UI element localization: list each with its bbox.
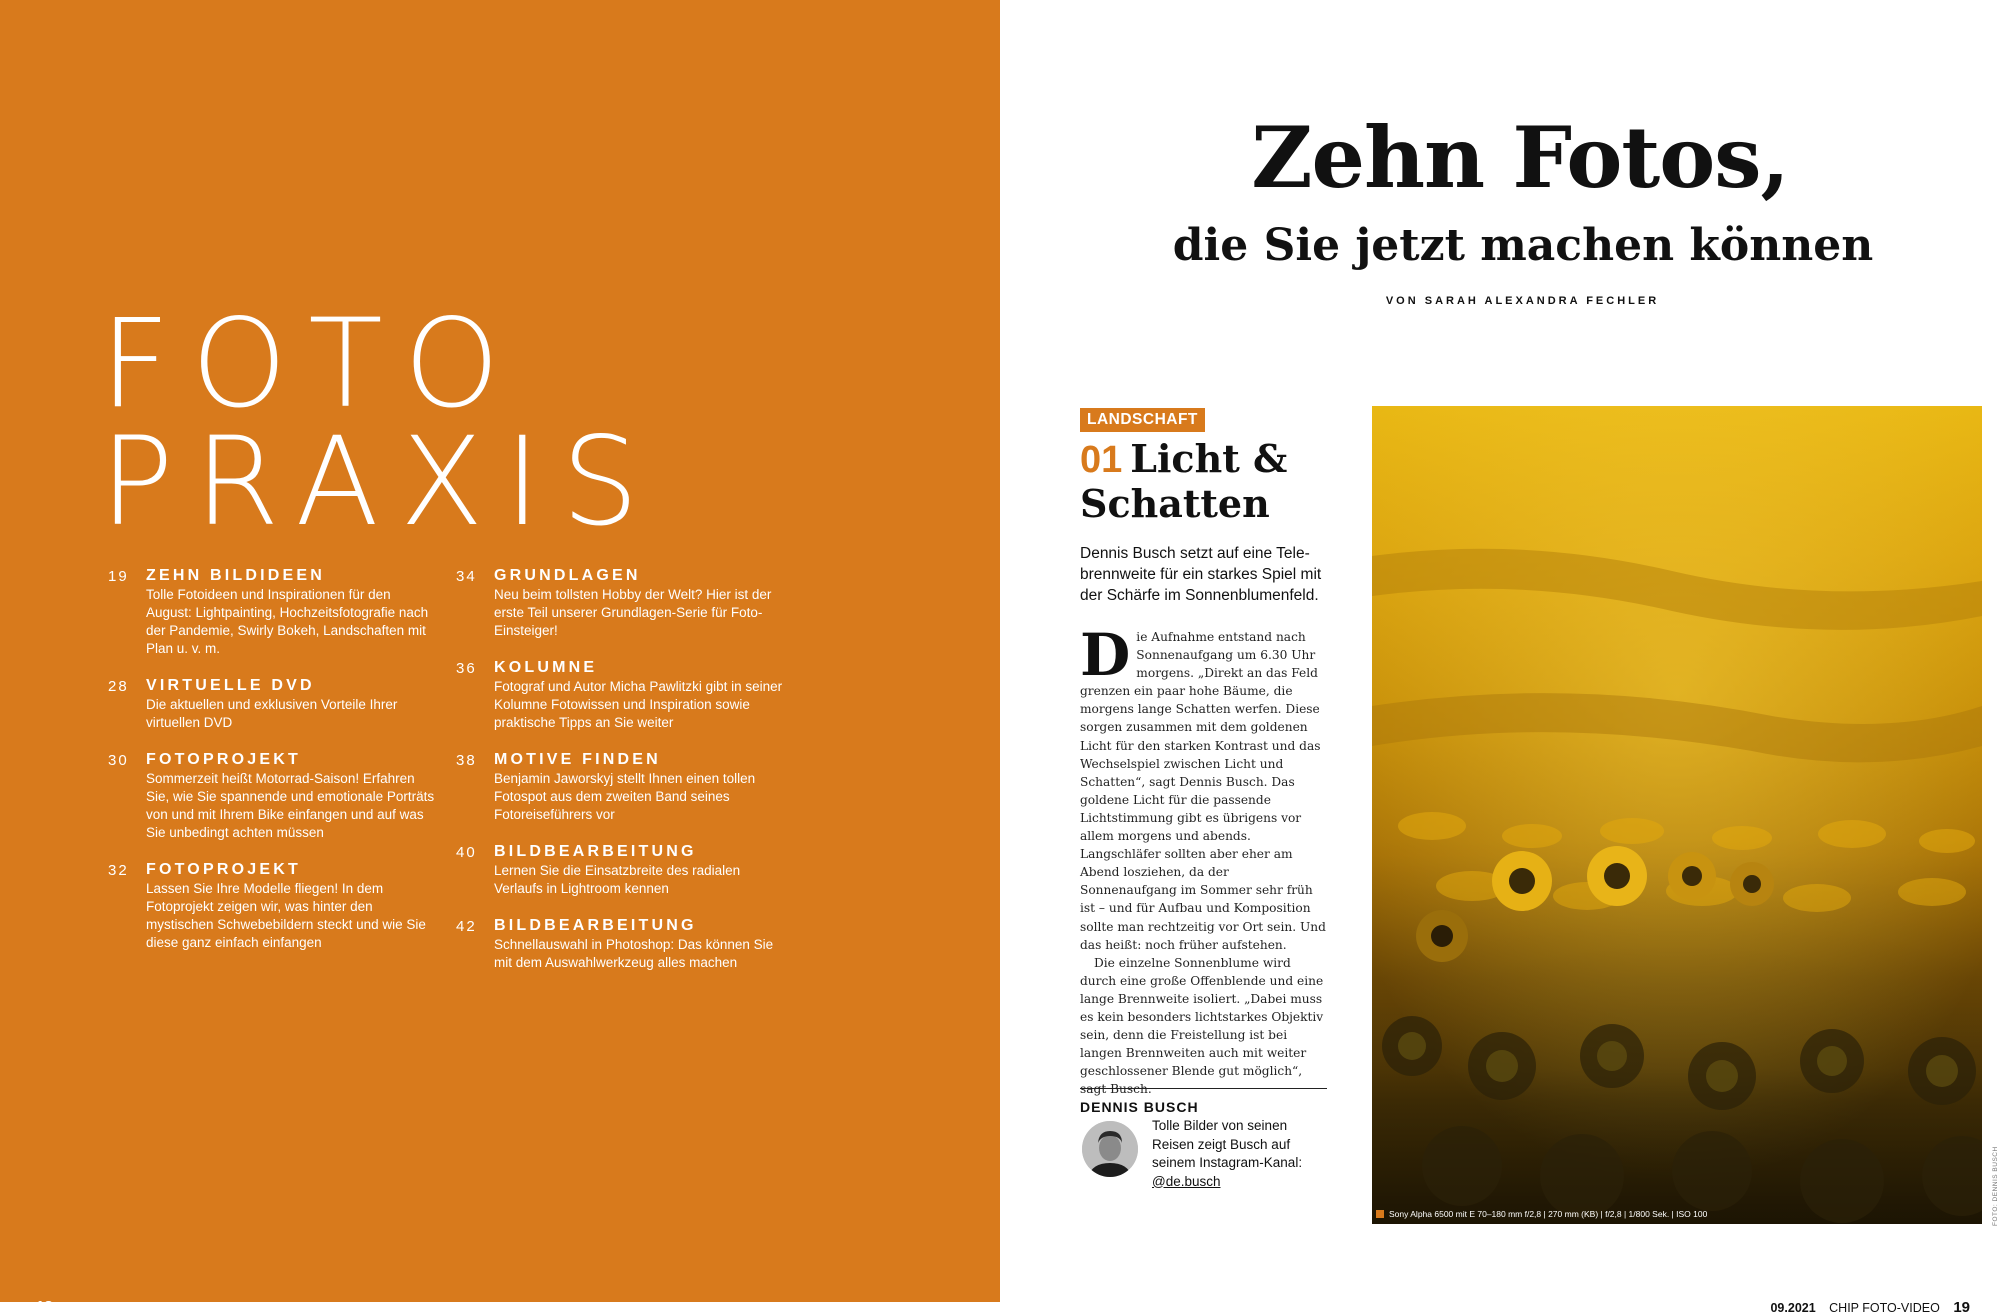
toc-heading: GRUNDLAGEN <box>494 567 641 584</box>
toc-entry[interactable] <box>456 658 786 732</box>
issue-date: 09.2021 <box>1770 1301 1816 1315</box>
article-subtitle: die Sie jetzt machen können <box>1172 220 1874 271</box>
toc-page-number: 42 <box>456 918 477 935</box>
author-bio-text: Tolle Bilder von seinen Reisen zeigt Busch auf seinem Instagram-Kanal: <box>1152 1118 1303 1170</box>
toc-column-right <box>456 566 786 990</box>
left-page <box>0 0 1000 1315</box>
author-divider <box>1080 1088 1327 1089</box>
camera-icon <box>1376 1210 1384 1218</box>
body-paragraph: Die einzelne Sonnenblume wird durch eine große Offenblende und eine lange Brennweite isoliert. „Dabei muss es kein besonders lichtstarkes Objektiv sein, denn die Freistellung ist bei langen Brennweiten auch mit weiter geschlossener Blende gut möglich“, sagt Busch. <box>1080 955 1324 1097</box>
toc-description: Benjamin Jaworskyj stellt Ihnen einen tollen Fotospot aus dem zweiten Band seines Fotoreiseführers vor <box>494 771 756 822</box>
section-title-line: PRAXIS <box>100 411 660 553</box>
page-number: 18 <box>36 1298 53 1315</box>
section-title-line: FOTO <box>100 293 521 435</box>
toc-description: Schnellauswahl in Photoshop: Das können Sie mit dem Auswahlwerkzeug alles machen <box>494 937 774 970</box>
toc-page-number: 32 <box>108 862 129 879</box>
toc-heading: ZEHN BILDIDEEN <box>146 567 326 584</box>
author-portrait-icon <box>1082 1121 1138 1177</box>
body-paragraph <box>1080 621 1326 954</box>
publication-name: CHIP FOTO-VIDEO <box>1829 1301 1940 1315</box>
toc-entry[interactable] <box>456 916 786 972</box>
photo-credit: FOTO: DENNIS BUSCH <box>1992 1146 1999 1226</box>
toc-heading: FOTOPROJEKT <box>146 861 301 878</box>
toc-description: Lassen Sie Ihre Modelle fliegen! In dem Fotoprojekt zeigen wir, was hinter den mystischen Schwebebildern steckt und wie Sie diese ganz einfach einfangen <box>146 881 426 950</box>
toc-page-number: 38 <box>456 752 477 769</box>
toc-heading: VIRTUELLE DVD <box>146 677 315 694</box>
page-number: 19 <box>1953 1299 1970 1316</box>
toc-heading: KOLUMNE <box>494 659 598 676</box>
toc-heading: FOTOPROJEKT <box>146 751 301 768</box>
toc-heading: MOTIVE FINDEN <box>494 751 661 768</box>
toc-page-number: 36 <box>456 660 477 677</box>
toc-entry[interactable] <box>108 750 438 842</box>
page-footer-left <box>36 1298 232 1315</box>
sunflower-photo-icon <box>1372 406 1982 1224</box>
toc-description: Die aktuellen und exklusiven Vorteile Ihrer virtuellen DVD <box>146 697 398 730</box>
body-paragraph-text: ie Aufnahme entstand nach Sonnenaufgang um 6.30 Uhr morgens. „Direkt an das Feld grenzen ein paar hohe Bäume, die morgens lange Schatten werfen. Diese sorgen zusammen mit dem goldenen Licht für den starken Kontrast und das Wechselspiel zwischen Licht und Schatten“, sagt Dennis Busch. Das goldene Licht für die passende Lichtstimmung gibt es übrigens vor allem morgens und abends. Langschläfer sollten aber eher am Abend losziehen, da der Sonnenaufgang im Sommer sehr früh ist – und für Aufbau und Komposition sollte man rechtzeitig vor Ort sein. Und das heißt: noch früher aufstehen. <box>1080 630 1326 952</box>
toc-page-number: 34 <box>456 568 477 585</box>
toc-page-number: 40 <box>456 844 477 861</box>
toc-description: Lernen Sie die Einsatzbreite des radialen Verlaufs in Lightroom kennen <box>494 863 741 896</box>
photo-exif-text: Sony Alpha 6500 mit E 70–180 mm f/2,8 | 270 mm (KB) | f/2,8 | 1/800 Sek. | ISO 100 <box>1389 1209 1708 1219</box>
article-main-title: Zehn Fotos, <box>1251 108 1789 207</box>
byline: VON SARAH ALEXANDRA FECHLER <box>1385 295 1660 307</box>
toc-page-number: 30 <box>108 752 129 769</box>
article-body <box>1080 621 1326 1098</box>
toc-entry[interactable] <box>108 566 438 658</box>
avatar <box>1082 1121 1138 1177</box>
instagram-handle-link[interactable]: @de.busch <box>1152 1173 1221 1189</box>
toc-entry[interactable] <box>456 750 786 824</box>
photo-exif-caption <box>1376 1209 1707 1219</box>
drop-cap: D <box>1080 621 1131 689</box>
issue-date: 09.2021 <box>186 1300 232 1314</box>
teaser: Dennis Busch setzt auf eine Tele-brennweite für ein starkes Spiel mit der Schärfe im Sonnenblumenfeld. <box>1080 545 1322 604</box>
toc-description: Sommerzeit heißt Motorrad-Saison! Erfahren Sie, wie Sie spannende und emotionale Porträts von und mit Ihrem Bike einfangen und auf was Sie unbedingt achten müssen <box>146 771 435 840</box>
author-bio <box>1152 1117 1332 1191</box>
toc-heading: BILDBEARBEITUNG <box>494 917 697 934</box>
category-badge: LANDSCHAFT <box>1080 408 1205 432</box>
section-title <box>100 293 660 553</box>
publication-name: CHIP FOTO-VIDEO <box>62 1300 173 1314</box>
photo-idea-number: 01 <box>1080 439 1123 481</box>
photo-idea-title <box>1080 437 1340 526</box>
toc-column-left <box>108 566 438 970</box>
photo-idea-heading: Licht & Schatten <box>1080 436 1288 526</box>
toc-description: Tolle Fotoideen und Inspirationen für den August: Lightpainting, Hochzeitsfotografie nach der Pandemie, Swirly Bokeh, Landschaften mit Plan u. v. m. <box>146 587 429 656</box>
author-name: DENNIS BUSCH <box>1080 1099 1199 1115</box>
toc-description: Fotograf und Autor Micha Pawlitzki gibt in seiner Kolumne Fotowissen und Inspiration sowie praktische Tipps an Sie weiter <box>494 679 783 730</box>
toc-page-number: 19 <box>108 568 129 585</box>
sunflower-field-photo <box>1372 406 1982 1224</box>
toc-entry[interactable] <box>456 842 786 898</box>
right-page <box>1000 0 2000 1316</box>
toc-entry[interactable] <box>456 566 786 640</box>
toc-page-number: 28 <box>108 678 129 695</box>
toc-description: Neu beim tollsten Hobby der Welt? Hier ist der erste Teil unserer Grundlagen-Serie für Foto-Einsteiger! <box>494 587 772 638</box>
toc-heading: BILDBEARBEITUNG <box>494 843 697 860</box>
toc-entry[interactable] <box>108 676 438 732</box>
toc-entry[interactable] <box>108 860 438 952</box>
